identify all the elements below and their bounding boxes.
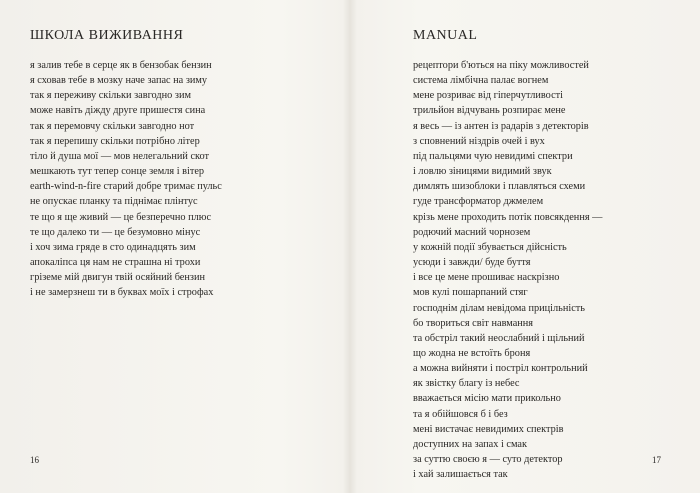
poem-line: і хоч зима гряде в сто одинадцять зим bbox=[30, 241, 196, 253]
poem-title-right: MANUAL bbox=[413, 28, 478, 43]
poem-line: вважається місію мати прикольно bbox=[413, 393, 561, 405]
poem-line: димлять шизоблоки і плавляться схеми bbox=[413, 181, 586, 193]
poem-line: під пальцями чую невидимі спектри bbox=[413, 150, 573, 162]
poem-line: може навіть діжду друге пришестя сина bbox=[30, 105, 206, 117]
poem-line: я весь — із антен із радарів з детекторів bbox=[413, 120, 589, 132]
poem-line: гуде трансформатор джмелем bbox=[413, 196, 544, 208]
poem-left bbox=[30, 58, 222, 301]
poem-line: мені вистачає невидимих спектрів bbox=[413, 423, 564, 435]
poem-line: і не замерзнеш ти в буквах моїх і строфах bbox=[30, 287, 214, 299]
poem-line: тіло й душа мої — мов нелегальний скот bbox=[30, 150, 210, 162]
poem-line: і все це мене прошиває наскрізно bbox=[413, 272, 560, 284]
right-page bbox=[350, 0, 700, 493]
poem-line: мов кулі пошарпаний стяг bbox=[413, 287, 528, 299]
page-number-right: 17 bbox=[652, 455, 661, 465]
poem-line: з сповнений ніздрів очей і вух bbox=[413, 135, 545, 147]
poem-line: усюди і завжди/ буде буття bbox=[413, 257, 531, 269]
poem-line: так я перемовчу скільки завгодно нот bbox=[30, 120, 195, 132]
poem-line: так я переживу скільки завгодно зим bbox=[30, 90, 191, 102]
poem-line: апокаліпса ця нам не страшна ні трохи bbox=[30, 257, 201, 269]
poem-line: та я обійшовся б і без bbox=[413, 408, 508, 420]
poem-line: доступних на запах і смак bbox=[413, 438, 527, 450]
poem-line: те що далеко ти — це безумовно мінус bbox=[30, 226, 201, 238]
poem-line: гріземе мій двигун твій осяйний бензин bbox=[30, 272, 205, 284]
poem-line: система лімбічна палає вогнем bbox=[413, 75, 549, 87]
poem-line: earth-wind-n-fire старий добре тримає пульс bbox=[30, 181, 222, 193]
poem-line: я сховав тебе в мозку наче запас на зиму bbox=[30, 75, 208, 87]
poem-line: що жодна не встоїть броня bbox=[413, 347, 531, 359]
page-number-left: 16 bbox=[30, 455, 39, 465]
poem-line: те що я ще живий — це безперечно плюс bbox=[30, 211, 212, 223]
poem-right bbox=[413, 58, 602, 482]
poem-line: а можна вийняти і постріл контрольний bbox=[413, 363, 588, 375]
poem-line: та обстріл такий неослабний і щільний bbox=[413, 332, 585, 344]
poem-line: я залив тебе в серце як в бензобак бензин bbox=[30, 60, 212, 71]
poem-line: трильйон відчувань розпирає мене bbox=[413, 105, 566, 117]
poem-line: як звістку благу із небес bbox=[413, 378, 520, 390]
poem-line: так я перепишу скільки потрібно літер bbox=[30, 135, 200, 147]
poem-line: за суттю своєю я — суто детектор bbox=[413, 454, 563, 466]
poem-line: у кожній події збувається дійсність bbox=[413, 241, 567, 253]
poem-line: крізь мене проходить потік повсякдення — bbox=[413, 211, 603, 223]
poem-title-left: ШКОЛА ВИЖИВАННЯ bbox=[30, 28, 184, 43]
poem-line: мешкають тут тепер сонце земля і вітер bbox=[30, 166, 205, 178]
poem-line: не опускає планку та піднімає плінтус bbox=[30, 196, 198, 208]
poem-line: родючий масний чорнозем bbox=[413, 226, 531, 238]
poem-line: мене розриває від гіперчутливості bbox=[413, 90, 563, 102]
poem-line: рецептори б'ються на піку можливостей bbox=[413, 60, 589, 71]
poem-line: господнім ділам невідома прицільність bbox=[413, 302, 585, 314]
poem-line: бо твориться світ навмання bbox=[413, 317, 534, 329]
poem-line: і хай залишається так bbox=[413, 469, 508, 481]
poem-line: і ловлю зіницями видимий звук bbox=[413, 166, 552, 178]
